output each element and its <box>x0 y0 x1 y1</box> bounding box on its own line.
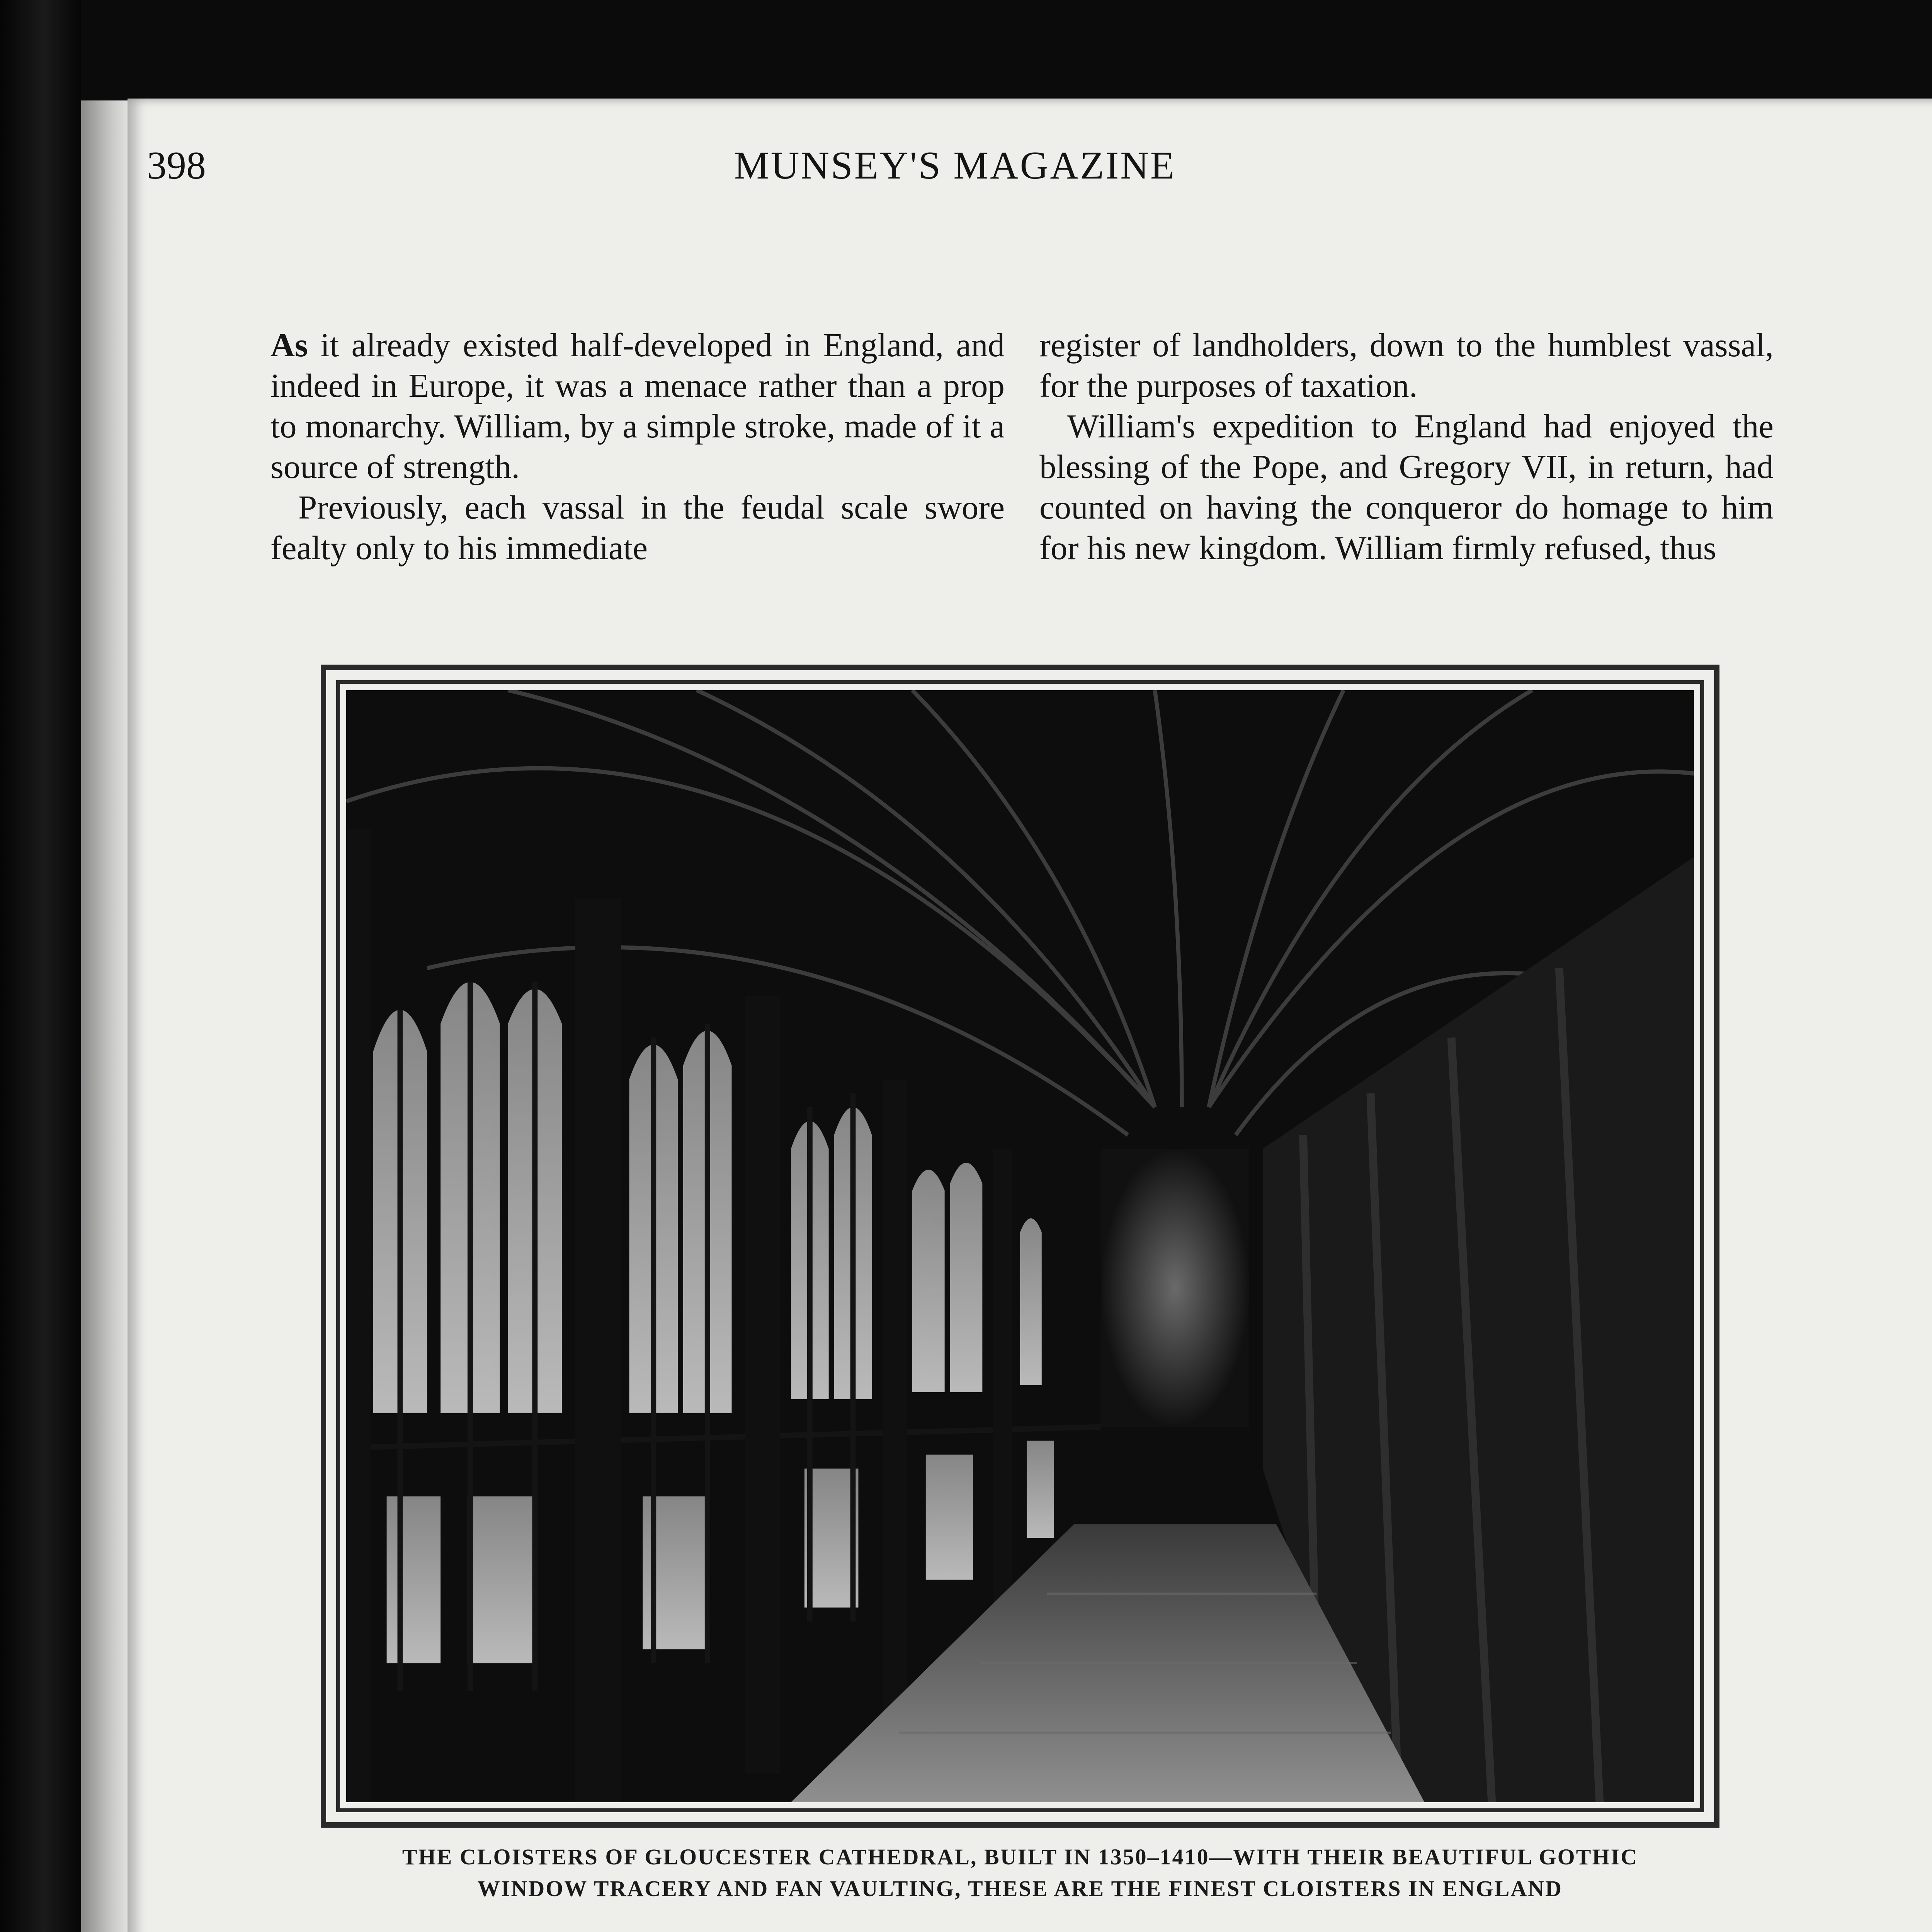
article-column-top-left <box>270 325 1005 568</box>
magazine-title: MUNSEY'S MAGAZINE <box>734 144 1176 187</box>
paragraph: William's expedition to England had enjoyed the blessing of the Pope, and Gregory VII, in return, had counted on having the conqueror do homage to him for his new kingdom. William firmly refused, thus <box>1039 407 1774 566</box>
paragraph: Previously, each vassal in the feudal scale swore fealty only to his immediate <box>270 488 1005 566</box>
lead-word: As <box>270 326 308 364</box>
page-spine-shadow <box>81 100 131 1932</box>
caption-line: THE CLOISTERS OF GLOUCESTER CATHEDRAL, BUILT IN 1350–1410—WITH THEIR BEAUTIFUL GOTHIC <box>402 1844 1638 1869</box>
paragraph: register of landholders, down to the humblest vassal, for the purposes of taxation. <box>1039 326 1774 404</box>
page-number: 398 <box>147 144 206 187</box>
paragraph <box>270 325 1005 487</box>
photo-frame <box>321 665 1719 1828</box>
caption-line: WINDOW TRACERY AND FAN VAULTING, THESE ARE THE FINEST CLOISTERS IN ENGLAND <box>477 1876 1563 1901</box>
figure-caption <box>294 1841 1747 1905</box>
scan-background-left <box>0 0 81 1932</box>
running-head <box>147 143 1770 205</box>
paragraph-text: it already existed half-developed in England, and indeed in Europe, it was a menace rather than a prop to monarchy. William, by a simple stroke, made of it a source of strength. <box>270 326 1005 485</box>
cloister-illustration <box>346 690 1694 1802</box>
cloister-photograph <box>346 690 1694 1802</box>
article-column-top-right <box>1039 325 1774 568</box>
